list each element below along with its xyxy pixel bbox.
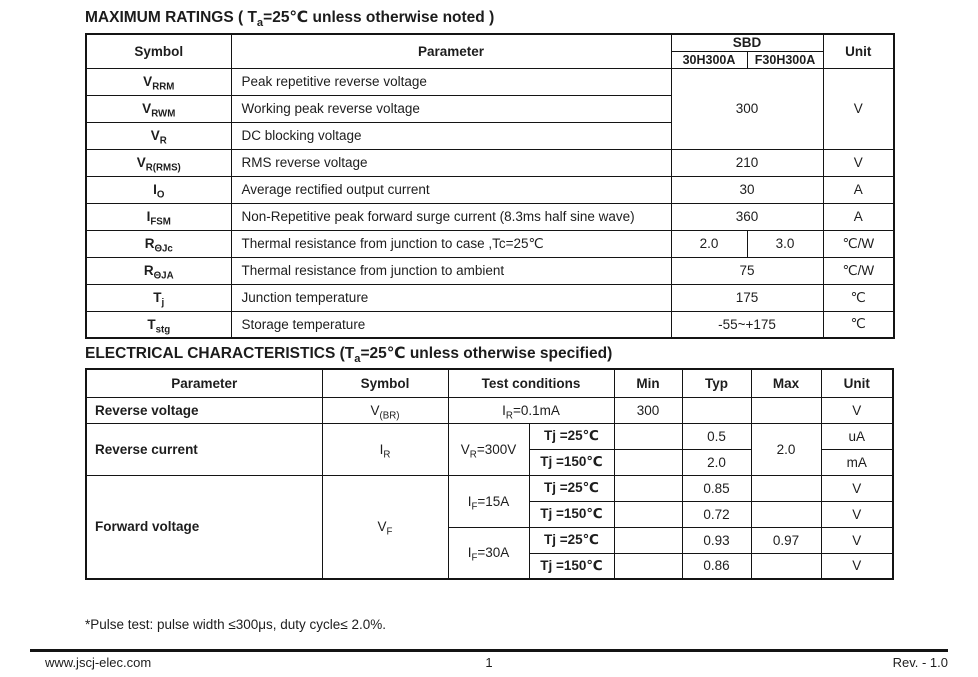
footer-website: www.jscj-elec.com [45,655,152,670]
condition-subscript: F [471,552,478,564]
condition-value: =30A [477,545,510,561]
unit-cell: mA [821,449,893,475]
unit-cell: ℃/W [823,230,894,257]
symbol-base: V [136,155,146,170]
forward-voltage-row [86,475,893,501]
test-condition-cell [448,475,529,527]
unit-cell: V [821,553,893,579]
parameter-cell: Forward voltage [86,475,322,579]
table-row [86,149,894,176]
symbol-base: V [377,519,387,535]
parameter-cell: Peak repetitive reverse voltage [231,68,671,95]
table-row [86,311,894,338]
symbol-base: T [153,290,162,305]
max-cell: 0.97 [751,527,821,553]
tj-condition-cell: Tj =150℃ [529,449,614,475]
typ-cell: 0.5 [682,423,751,449]
typ-cell: 0.72 [682,501,751,527]
col-header-symbol: Symbol [322,369,448,397]
col-header-min: Min [614,369,682,397]
symbol-subscript: j [161,297,165,309]
condition-value: =300V [476,441,517,457]
col-header-unit: Unit [821,369,893,397]
symbol-cell [322,423,448,475]
col-header-typ: Typ [682,369,751,397]
pulse-test-footnote: *Pulse test: pulse width ≤300μs, duty cycle≤ 2.0%. [85,617,386,632]
electrical-title-pre: ELECTRICAL CHARACTERISTICS (T [85,345,355,362]
min-cell [614,527,682,553]
parameter-cell: RMS reverse voltage [231,149,671,176]
symbol-cell [86,284,231,311]
symbol-subscript: ΘJA [153,270,174,282]
table-row [86,230,894,257]
condition-subscript: R [469,449,477,461]
parameter-cell: Working peak reverse voltage [231,95,671,122]
min-cell [614,501,682,527]
symbol-subscript: RWM [151,108,176,120]
parameter-cell: Reverse current [86,423,322,475]
unit-cell: A [823,203,894,230]
col-header-unit: Unit [823,34,894,68]
min-cell [614,449,682,475]
unit-cell: V [823,68,894,149]
symbol-subscript: F [386,526,393,538]
value-cell: 210 [671,149,823,176]
tj-condition-cell: Tj =150℃ [529,553,614,579]
symbol-subscript: ΘJc [154,243,173,255]
value-cell: 300 [671,68,823,149]
max-ratings-title-post: =25℃ unless otherwise noted ) [263,9,495,26]
symbol-cell [322,475,448,579]
col-header-test-conditions: Test conditions [448,369,614,397]
tj-condition-cell: Tj =150℃ [529,501,614,527]
unit-cell: ℃/W [823,257,894,284]
symbol-base: I [153,182,157,197]
max-ratings-title [85,8,495,30]
value-cell: -55~+175 [671,311,823,338]
min-cell [614,475,682,501]
value-cell: 360 [671,203,823,230]
electrical-title-post: =25℃ unless otherwise specified) [360,345,613,362]
reverse-voltage-row [86,397,893,423]
value-cell-f30h300a: 3.0 [747,230,823,257]
unit-cell: A [823,176,894,203]
condition-base: I [467,545,472,561]
col-header-max: Max [751,369,821,397]
symbol-base: V [142,101,152,116]
table-row [86,203,894,230]
table-header-row [86,369,893,397]
symbol-cell [86,176,231,203]
parameter-cell: Non-Repetitive peak forward surge current (8.3ms half sine wave) [231,203,671,230]
unit-cell: V [821,475,893,501]
symbol-base: V [150,128,160,143]
parameter-cell: Storage temperature [231,311,671,338]
symbol-base: V [143,74,153,89]
unit-cell: V [823,149,894,176]
max-ratings-title-pre: MAXIMUM RATINGS ( T [85,9,257,26]
page-number: 1 [485,655,493,670]
parameter-cell: Reverse voltage [86,397,322,423]
max-cell [751,501,821,527]
parameter-cell: DC blocking voltage [231,122,671,149]
symbol-subscript: R [383,449,391,461]
symbol-subscript: RRM [152,81,175,93]
condition-base: I [467,493,472,509]
test-condition-cell [448,397,614,423]
symbol-cell [86,230,231,257]
value-cell: 75 [671,257,823,284]
symbol-subscript: R(RMS) [145,162,181,174]
symbol-cell [86,257,231,284]
reverse-current-row [86,423,893,449]
unit-cell: V [821,501,893,527]
condition-subscript: F [471,501,478,513]
min-cell [614,553,682,579]
max-cell: 2.0 [751,423,821,475]
table-row [86,284,894,311]
unit-cell: ℃ [823,284,894,311]
tj-condition-cell: Tj =25℃ [529,475,614,501]
symbol-subscript: FSM [150,216,171,228]
typ-cell: 2.0 [682,449,751,475]
typ-cell [682,397,751,423]
footer-revision: Rev. - 1.0 [892,655,948,670]
min-cell [614,423,682,449]
symbol-base: R [143,263,154,278]
symbol-subscript: (BR) [379,410,400,422]
symbol-subscript: O [156,189,165,201]
electrical-characteristics-title [85,344,613,366]
symbol-cell [86,95,231,122]
symbol-base: I [146,209,151,224]
unit-cell: V [821,397,893,423]
max-ratings-table [85,33,895,339]
symbol-base: T [147,316,156,332]
parameter-cell: Average rectified output current [231,176,671,203]
typ-cell: 0.85 [682,475,751,501]
condition-base: I [502,402,506,418]
table-row [86,176,894,203]
max-cell [751,475,821,501]
table-row [86,68,894,95]
symbol-cell [322,397,448,423]
condition-value: =0.1mA [512,402,560,418]
test-condition-cell [448,527,529,579]
symbol-cell [86,68,231,95]
value-cell: 30 [671,176,823,203]
condition-subscript: R [505,410,513,422]
symbol-cell [86,311,231,338]
symbol-base: I [379,441,384,457]
max-ratings-title-sub: a [256,17,264,30]
typ-cell: 0.86 [682,553,751,579]
footer-divider [30,649,948,652]
table-header-row [86,34,894,51]
electrical-title-sub: a [354,353,361,366]
parameter-cell: Thermal resistance from junction to case ,Tc=25℃ [231,230,671,257]
tj-condition-cell: Tj =25℃ [529,527,614,553]
symbol-subscript: stg [155,324,171,336]
tj-condition-cell: Tj =25℃ [529,423,614,449]
col-header-parameter: Parameter [231,34,671,68]
parameter-cell: Thermal resistance from junction to ambient [231,257,671,284]
col-header-symbol: Symbol [86,34,231,68]
symbol-cell [86,122,231,149]
unit-cell: V [821,527,893,553]
value-cell: 175 [671,284,823,311]
col-header-parameter: Parameter [86,369,322,397]
max-cell [751,397,821,423]
symbol-cell [86,149,231,176]
typ-cell: 0.93 [682,527,751,553]
symbol-subscript: R [159,135,167,147]
col-header-model-f30h300a: F30H300A [747,51,823,68]
min-cell: 300 [614,397,682,423]
parameter-cell: Junction temperature [231,284,671,311]
test-condition-cell [448,423,529,475]
max-cell [751,553,821,579]
condition-base: V [460,441,470,457]
col-header-model-30h300a: 30H300A [671,51,747,68]
electrical-characteristics-table [85,368,894,580]
condition-value: =15A [477,493,510,509]
col-header-sbd-group: SBD [671,34,823,51]
unit-cell: ℃ [823,311,894,338]
symbol-cell [86,203,231,230]
symbol-base: R [144,236,155,251]
symbol-base: V [370,402,380,418]
unit-cell: uA [821,423,893,449]
table-row [86,257,894,284]
value-cell-30h300a: 2.0 [671,230,747,257]
